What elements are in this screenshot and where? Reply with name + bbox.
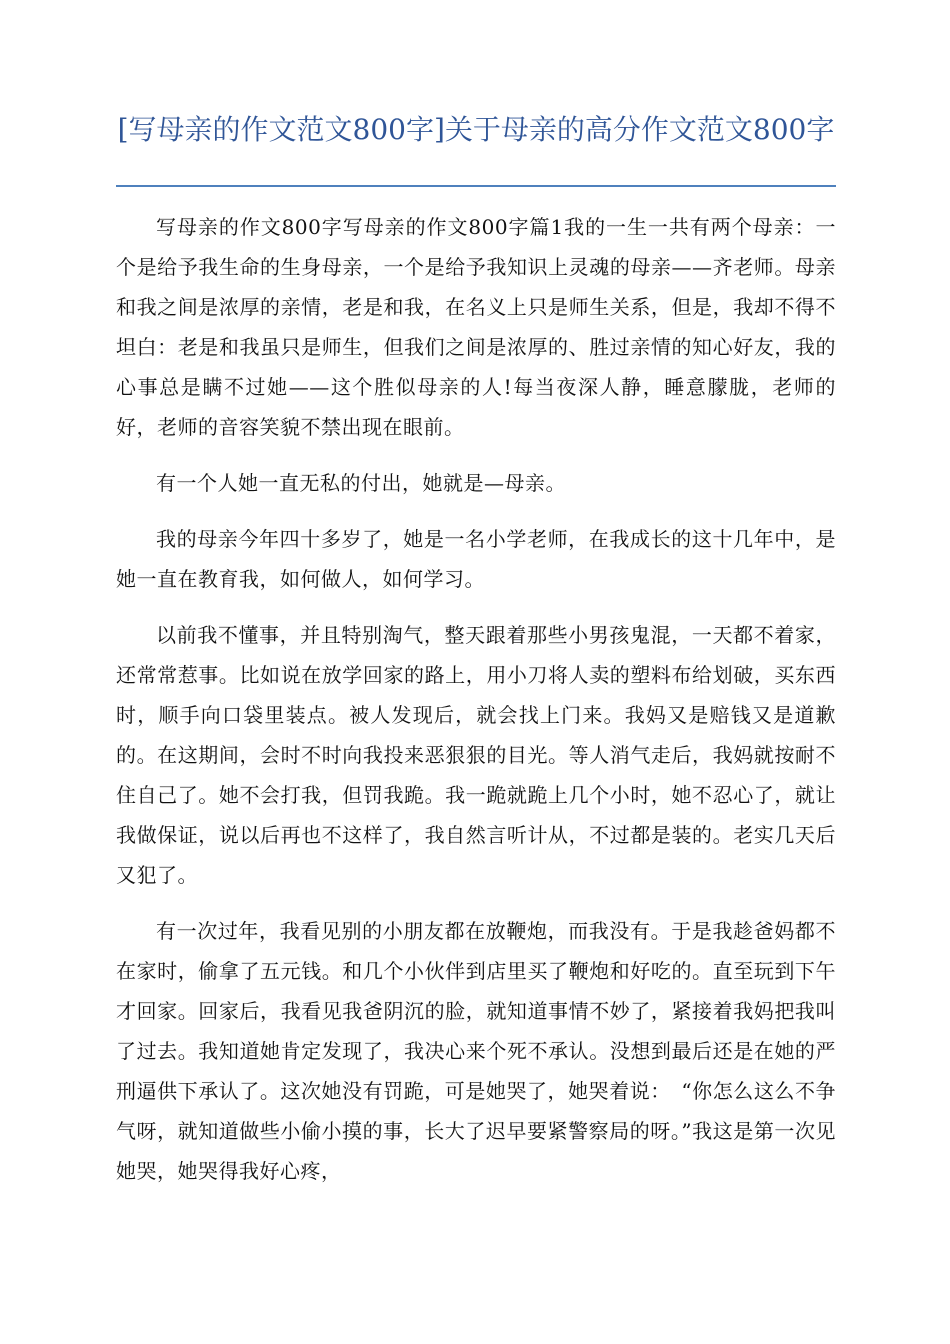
title-underline [116, 185, 836, 187]
paragraph-2: 有一个人她一直无私的付出，她就是—母亲。 [156, 471, 566, 495]
document-body [116, 207, 836, 1207]
document-title: [写母亲的作文范文800字]关于母亲的高分作文范文800字 [117, 113, 835, 146]
paragraph-3: 我的母亲今年四十多岁了，她是一名小学老师，在我成长的这十几年中，是她一直在教育我，如何做人，如何学习。 [116, 527, 836, 591]
paragraph-1: 写母亲的作文800字写母亲的作文800字篇1我的一生一共有两个母亲：一个是给予我生命的生身母亲，一个是给予我知识上灵魂的母亲——齐老师。母亲和我之间是浓厚的亲情，老是和我，在名义上只是师生关系，但是，我却不得不坦白：老是和我虽只是师生，但我们之间是浓厚的、胜过亲情的知心好友，我的心事总是瞒不过她——这个胜似母亲的人!每当夜深人静，睡意朦胧，老师的好，老师的音容笑貌不禁出现在眼前。 [116, 215, 836, 439]
paragraph-5: 有一次过年，我看见别的小朋友都在放鞭炮，而我没有。于是我趁爸妈都不在家时，偷拿了五元钱。和几个小伙伴到店里买了鞭炮和好吃的。直至玩到下午才回家。回家后，我看见我爸阴沉的脸，就知道事情不妙了，紧接着我妈把我叫了过去。我知道她肯定发现了，我决心来个死不承认。没想到最后还是在她的严刑逼供下承认了。这次她没有罚跪，可是她哭了，她哭着说： “你怎么这么不争气呀，就知道做些小偷小摸的事，长大了迟早要紧警察局的呀。”我这是第一次见她哭，她哭得我好心疼， [116, 919, 836, 1183]
paragraph-4: 以前我不懂事，并且特别淘气，整天跟着那些小男孩鬼混，一天都不着家，还常常惹事。比如说在放学回家的路上，用小刀将人卖的塑料布给划破，买东西时，顺手向口袋里装点。被人发现后，就会找上门来。我妈又是赔钱又是道歉的。在这期间，会时不时向我投来恶狠狠的目光。等人消气走后，我妈就按耐不住自己了。她不会打我，但罚我跪。我一跪就跪上几个小时，她不忍心了，就让我做保证，说以后再也不这样了，我自然言听计从，不过都是装的。老实几天后又犯了。 [116, 623, 836, 887]
